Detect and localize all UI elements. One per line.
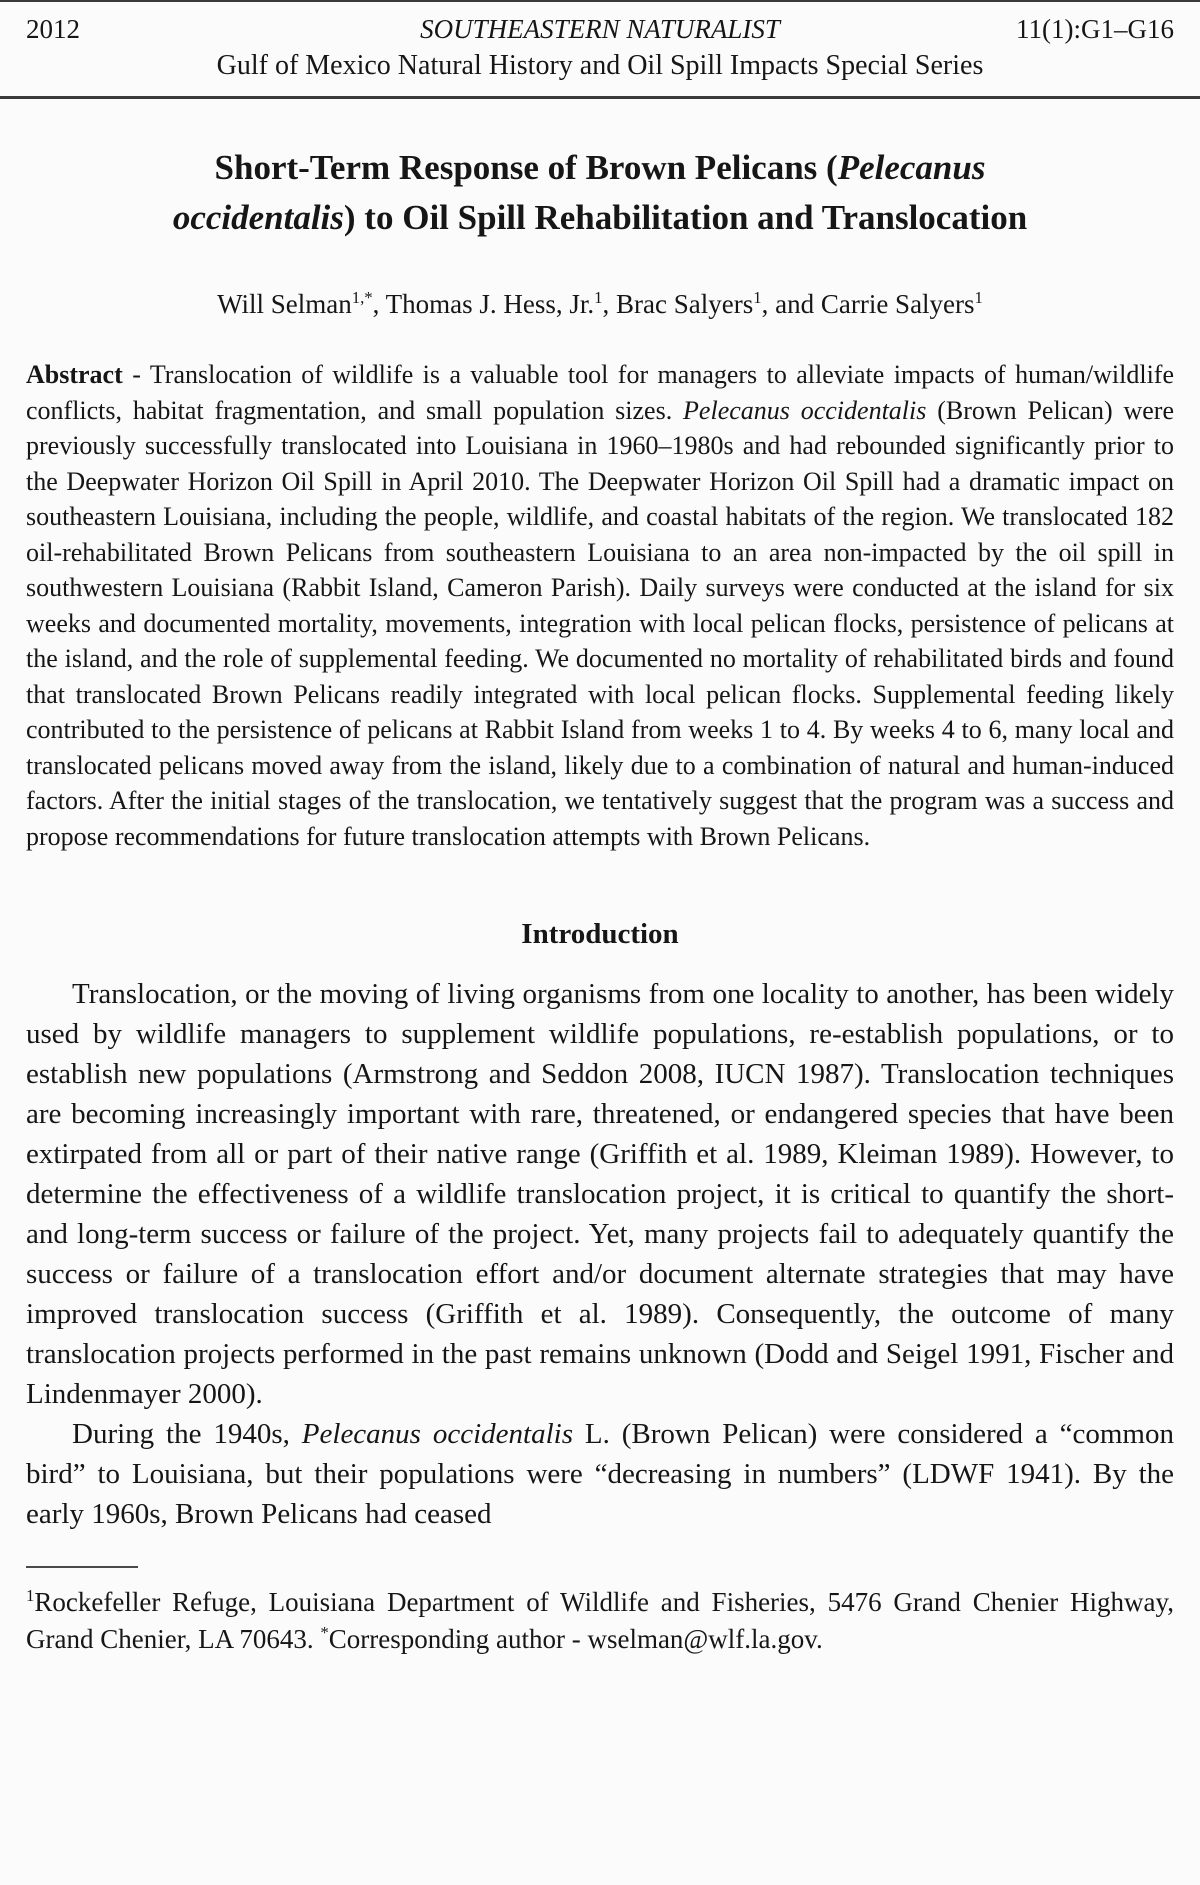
header-year: 2012 [26,14,80,44]
header-row [26,12,1174,46]
abstract-paragraph: Abstract - Translocation of wildlife is a valuable tool for managers to alleviate impacts of human/wildlife conflicts, habitat fragmentation, and small population sizes. Pelecanus occidentalis (Brown Pelican) were previously successfully translocated into Louisiana in 1960–1980s and had rebounded significantly prior to the Deepwater Horizon Oil Spill in April 2010. The Deepwater Horizon Oil Spill had a dramatic impact on southeastern Louisiana, including the people, wildlife, and coastal habitats of the region. We translocated 182 oil-rehabilitated Brown Pelicans from southeastern Louisiana to an area non-impacted by the oil spill in southwestern Louisiana (Rabbit Island, Cameron Parish). Daily surveys were conducted at the island for six weeks and documented mortality, movements, integration with local pelican flocks, persistence of pelicans at the island, and the role of supplemental feeding. We documented no mortality of rehabilitated birds and found that translocated Brown Pelicans readily integrated with local pelican flocks. Supplemental feeding likely contributed to the persistence of pelicans at Rabbit Island from weeks 1 to 4. By weeks 4 to 6, many local and translocated pelicans moved away from the island, likely due to a combination of natural and human-induced factors. After the initial stages of the translocation, we tentatively suggest that the program was a success and propose recommendations for future translocation attempts with Brown Pelicans. [26,360,1174,851]
intro-paragraph-2: During the 1940s, Pelecanus occidentalis L. (Brown Pelican) were considered a “common bird” to Louisiana, but their populations were “decreasing in numbers” (LDWF 1941). By the early 1960s, Brown Pelicans had ceased [26,1418,1174,1530]
section-heading-introduction: Introduction [521,918,679,950]
author-line: Will Selman$^{1,*}$, Thomas J. Hess, Jr.$^1$, Brac Salyers$^1$, and Carrie Salyers$^1$ [217,288,983,319]
article-title-line-2: occidentalis) to Oil Spill Rehabilitation and Translocation [172,198,1028,237]
header-issue-pages: 11(1):G1–G16 [1016,14,1174,44]
article-title-line-1: Short-Term Response of Brown Pelicans (Pelecanus [214,148,986,187]
running-header [0,0,1200,99]
footnote-divider [26,1566,138,1568]
intro-paragraph-1: Translocation, or the moving of living organisms from one locality to another, has been widely used by wildlife managers to supplement wildlife populations, re-establish populations, or to establish new populations (Armstrong and Seddon 2008, IUCN 1987). Translocation techniques are becoming increasingly important with rare, threatened, or endangered species that have been extirpated from all or part of their native range (Griffith et al. 1989, Kleiman 1989). However, to determine the effectiveness of a wildlife translocation project, it is critical to quantify the short- and long-term success or failure of the project. Yet, many projects fail to adequately quantify the success or failure of a translocation effort and/or document alternate strategies that may have improved translocation success (Griffith et al. 1989). Consequently, the outcome of many translocation projects performed in the past remains unknown (Dodd and Seigel 1991, Fischer and Lindenmayer 2000). [26,978,1174,1410]
article-title [26,143,1174,243]
header-series-title: Gulf of Mexico Natural History and Oil Spill Impacts Special Series [216,50,984,81]
header-journal-title: SOUTHEASTERN NATURALIST [420,14,780,44]
footnote-paragraph: $^1$Rockefeller Refuge, Louisiana Department of Wildlife and Fisheries, 5476 Grand Chenier Highway, Grand Chenier, LA 70643. *Corresponding author - wselman@wlf.la.gov. [26,1586,1174,1654]
